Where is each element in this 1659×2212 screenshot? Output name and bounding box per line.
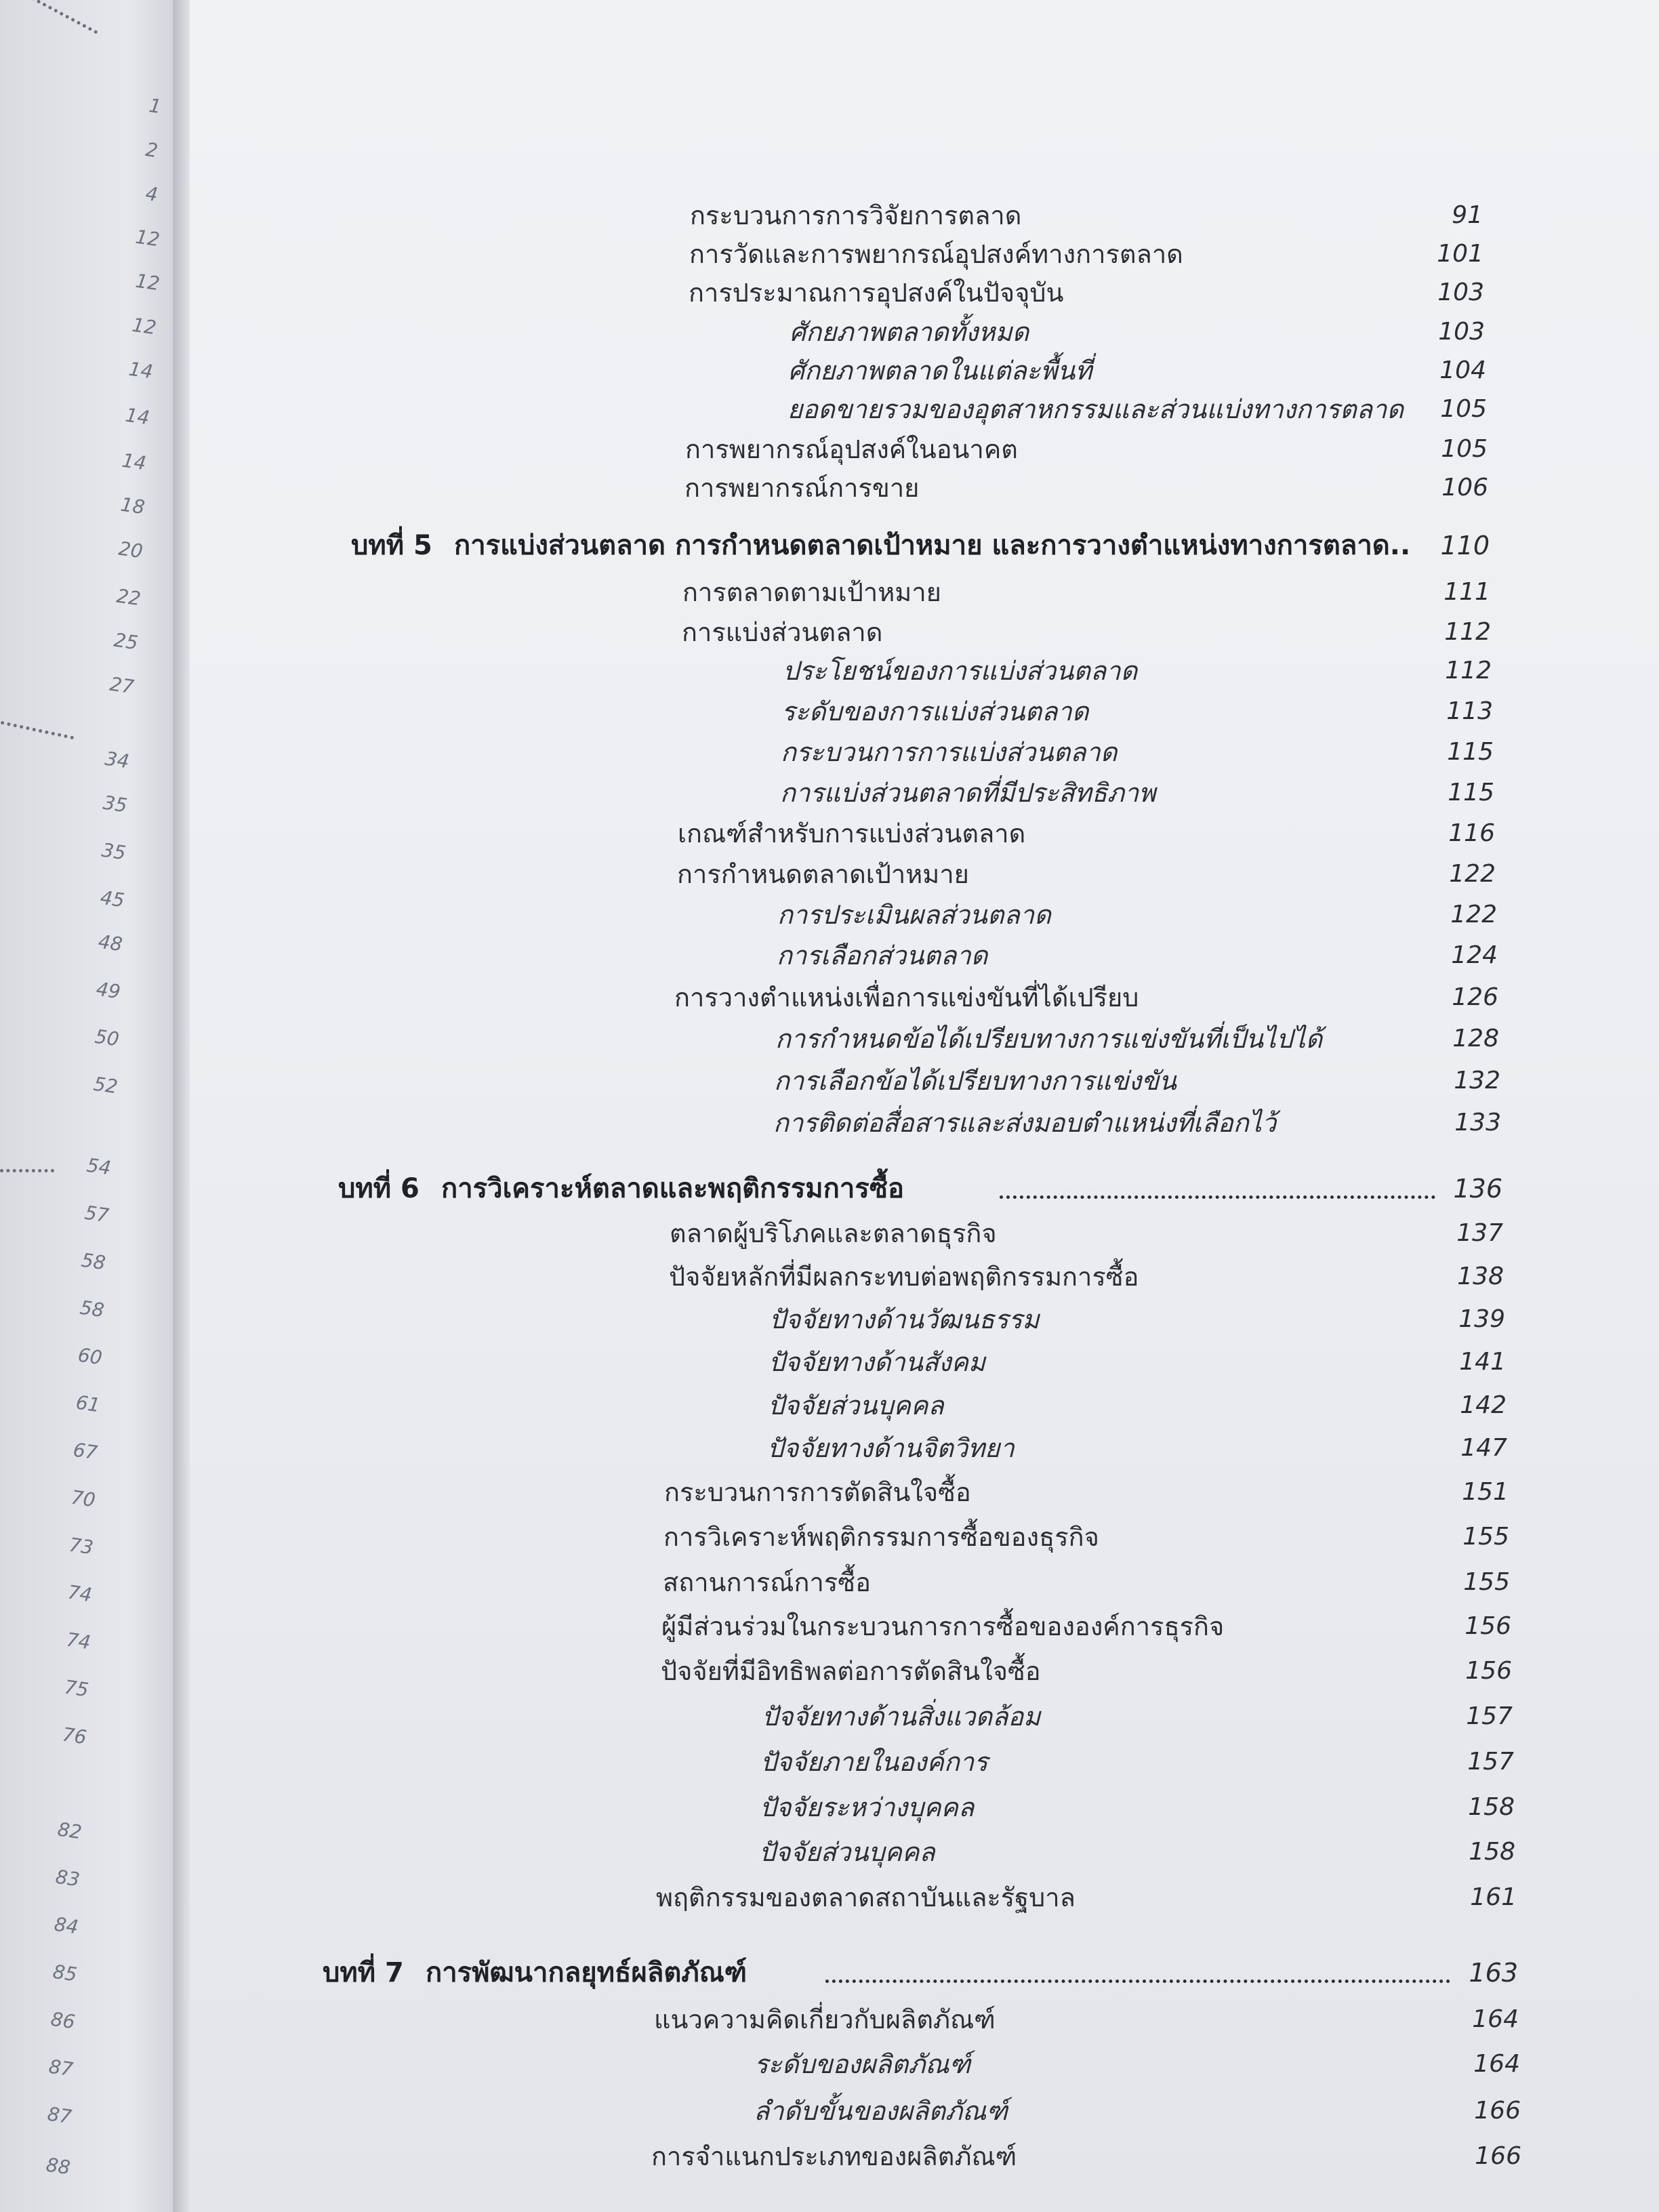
page-number: 112 [1444,618,1491,646]
toc-entry-row [0,1299,1659,1340]
page-number: 115 [1448,779,1494,806]
toc-entry-row [0,773,1659,813]
toc-entry-row [0,732,1659,773]
toc-entry-row [0,2136,1659,2177]
page-number: 156 [1465,1657,1512,1685]
entry-title: ผู้มีส่วนร่วมในกระบวนการการซื้อขององค์การธุรกิจ [661,1612,1225,1641]
dot-leader [825,1980,1450,1983]
page-number: 101 [1437,240,1483,268]
page-number: 136 [1453,1174,1502,1204]
page-number: 126 [1452,983,1498,1011]
toc-entry-row [0,1342,1659,1382]
page-number: 138 [1457,1263,1504,1290]
left-page-number: 75 [62,1675,90,1702]
left-page-number: 14 [127,357,155,384]
page-number: 161 [1470,1883,1517,1911]
toc-entry-row [0,691,1659,732]
toc-chapter-row [0,1168,1659,1209]
toc-entry-row [0,389,1659,430]
toc-chapter-row [0,1952,1659,1993]
left-page-number: 4 [144,182,160,207]
left-page-number: 54 [85,1153,112,1180]
entry-title: ปัจจัยส่วนบุคคล [768,1391,944,1420]
toc-entry-row [0,813,1659,854]
left-page-number: 58 [78,1296,106,1322]
left-page-number: 35 [101,791,129,817]
left-page-number: 76 [60,1723,88,1749]
entry-title: ระดับของผลิตภัณฑ์ [754,2049,971,2079]
toc-chapter-row [0,525,1659,566]
page-number: 156 [1465,1612,1511,1640]
left-page-number: 48 [96,930,124,956]
entry-title: การวัดและการพยากรณ์อุปสงค์ทางการตลาด [689,239,1183,269]
toc-entry-row [0,1999,1659,2040]
toc-entry-row [0,1213,1659,1254]
toc-entry-row [0,1651,1659,1692]
toc-entry-row [0,350,1659,391]
entry-title: การประมาณการอุปสงค์ในปัจจุบัน [689,278,1064,308]
toc-entry-row [0,1562,1659,1603]
left-page-number: 70 [69,1486,97,1512]
left-page-number: 87 [45,2102,73,2129]
toc-entry-row [0,1787,1659,1828]
page-number: 103 [1438,318,1485,346]
entry-title: การวิเคราะห์พฤติกรรมการซื้อของธุรกิจ [663,1522,1099,1552]
toc-entry-row [0,1742,1659,1782]
toc-entry-row [0,1877,1659,1918]
left-page-number: 2 [144,138,160,163]
toc-entry-row [0,1428,1659,1469]
page-number: 91 [1452,201,1483,229]
entry-title: ปัจจัยทางด้านสังคม [769,1347,986,1377]
page-number: 163 [1469,1958,1518,1988]
toc-entry-row [0,1696,1659,1737]
page-number: 164 [1472,2005,1519,2033]
toc-entry-row [0,2091,1659,2131]
toc-entry-row [0,977,1659,1018]
left-page-number: 84 [52,1912,80,1939]
left-page-number: 12 [134,269,161,295]
left-page-number: 83 [54,1865,81,1891]
entry-title: ปัจจัยทางด้านจิตวิทยา [767,1433,1015,1463]
page-number: 133 [1454,1109,1501,1136]
chapter-number: บทที่ 6 [338,1173,419,1204]
page-number: 142 [1460,1391,1507,1419]
entry-title: กระบวนการการตัดสินใจซื้อ [664,1477,971,1507]
chapter-title: การวิเคราะห์ตลาดและพฤติกรรมการซื้อ [441,1173,905,1204]
entry-title: การแบ่งส่วนตลาดที่มีประสิทธิภาพ [780,778,1156,808]
left-page-number: 1 [147,94,163,119]
page-number: 110 [1440,531,1490,560]
entry-title: กระบวนการการวิจัยการตลาด [690,201,1022,230]
left-page-number: 50 [93,1025,121,1051]
left-page-number: 88 [44,2153,72,2179]
left-page-number: 74 [64,1628,92,1654]
page-number: 106 [1441,474,1488,501]
entry-title: ปัจจัยทางด้านวัฒนธรรม [769,1305,1040,1334]
chapter-title: การพัฒนากลยุทธ์ผลิตภัณฑ์ [426,1957,747,1988]
page-number: 122 [1449,860,1496,888]
left-page-number: 58 [79,1248,107,1275]
entry-title: ปัจจัยหลักที่มีผลกระทบต่อพฤติกรรมการซื้อ [669,1262,1139,1292]
entry-title: การกำหนดตลาดเป้าหมาย [677,859,969,889]
entry-title: การกำหนดข้อได้เปรียบทางการแข่งขันที่เป็นไปได้ [775,1024,1323,1054]
left-page-number: 12 [134,225,161,251]
toc-entry-row [0,854,1659,895]
toc-entry-row [0,195,1659,236]
page-number: 113 [1446,697,1493,725]
entry-title: ปัจจัยที่มีอิทธิพลต่อการตัดสินใจซื้อ [661,1656,1041,1686]
left-page-number: 20 [117,537,144,563]
entry-title: การจำแนกประเภทของผลิตภัณฑ์ [651,2142,1017,2171]
toc-entry-row [0,1472,1659,1513]
left-page-number: 82 [56,1818,83,1844]
toc-entry-row [0,1019,1659,1059]
page-number: 104 [1439,356,1486,384]
entry-title: ปัจจัยส่วนบุคคล [759,1837,935,1867]
toc-entry-row [0,1103,1659,1143]
entry-title: ศักยภาพตลาดทั้งหมด [790,317,1029,347]
entry-title: ปัจจัยทางด้านสิ่งแวดล้อม [762,1702,1041,1732]
entry-title: การพยากรณ์อุปสงค์ในอนาคต [685,434,1018,464]
toc-entry-row [0,429,1659,470]
entry-title: ตลาดผู้บริโภคและตลาดธุรกิจ [670,1218,997,1248]
page-number: 141 [1459,1348,1506,1376]
entry-title: การเลือกข้อได้เปรียบทางการแข่งขัน [774,1066,1177,1096]
entry-title: การพยากรณ์การขาย [684,473,920,503]
toc-entry-row [0,1061,1659,1101]
left-page-number: 14 [120,449,148,475]
page-number: 137 [1456,1219,1503,1247]
left-page-number: 45 [98,886,126,912]
chapter-number: บทที่ 5 [351,530,432,561]
entry-title: ยอดขายรวมของอุตสาหกรรมและส่วนแบ่งทางการตลาด [787,394,1404,424]
page-number: 103 [1437,279,1484,306]
toc-entry-row [0,1385,1659,1426]
toc-entry-row [0,651,1659,691]
entry-title: เกณฑ์สำหรับการแบ่งส่วนตลาด [678,819,1026,848]
page-number: 115 [1447,738,1494,766]
toc-entry-row [0,2044,1659,2085]
left-page-number: 14 [123,403,151,430]
left-page-number: 87 [47,2055,75,2081]
left-page-number: 60 [76,1343,104,1370]
left-page-number: 57 [83,1201,110,1227]
entry-title: พฤติกรรมของตลาดสถาบันและรัฐบาล [656,1883,1076,1912]
left-page-number: 85 [51,1960,79,1986]
toc-entry-row [0,468,1659,508]
entry-title: ศักยภาพตลาดในแต่ละพื้นที่ [788,356,1092,386]
left-page-number: 27 [108,672,136,699]
page-number: 105 [1440,395,1487,423]
entry-title: การวางตำแหน่งเพื่อการแข่งขันที่ได้เปรียบ [674,983,1139,1012]
left-page-number: 73 [67,1533,95,1559]
entry-title: การประเมินผลส่วนตลาด [777,900,1051,930]
left-page-number: 86 [49,2007,77,2034]
toc-entry-row [0,612,1659,653]
page-number: 122 [1450,901,1497,928]
entry-title: การติดต่อสื่อสารและส่งมอบตำแหน่งที่เลือกไว้ [773,1108,1277,1138]
page-number: 158 [1469,1838,1515,1866]
page-number: 111 [1443,578,1490,606]
entry-title: ปัจจัยระหว่างบุคคล [760,1793,975,1822]
page-number: 147 [1460,1434,1507,1462]
entry-title: ประโยชน์ของการแบ่งส่วนตลาด [783,656,1138,686]
toc-entry-row [0,1832,1659,1872]
left-page-number: 18 [119,493,146,519]
page-number: 128 [1452,1025,1499,1052]
page-number: 139 [1458,1305,1505,1333]
entry-title: สถานการณ์การซื้อ [663,1568,871,1597]
page-number: 158 [1468,1793,1515,1821]
left-page-number: 25 [112,628,140,655]
toc-entry-row [0,1606,1659,1647]
page-number: 116 [1448,819,1495,847]
toc-entry-row [0,1256,1659,1297]
entry-title: การเลือกส่วนตลาด [777,941,988,970]
page-number: 132 [1454,1067,1500,1094]
entry-title: ระดับของการแบ่งส่วนตลาด [781,697,1089,726]
page-number: 105 [1441,435,1488,463]
page-number: 164 [1473,2050,1520,2078]
entry-title: ลำดับขั้นของผลิตภัณฑ์ [754,2096,1008,2126]
dot-leader [1000,1195,1435,1199]
chapter-number: บทที่ 7 [323,1957,404,1988]
page-number: 151 [1462,1478,1509,1506]
page-number: 112 [1445,657,1492,684]
toc-entry-row [0,1517,1659,1557]
page-number: 157 [1467,1748,1514,1776]
toc-entry-row [0,935,1659,976]
chapter-title: การแบ่งส่วนตลาด การกำหนดตลาดเป้าหมาย และการวางตำแหน่งทางการตลาด.. [454,530,1411,561]
page-number: 124 [1451,941,1498,969]
left-page-number: 67 [71,1438,99,1465]
left-page-number: 22 [115,584,142,611]
entry-title: การตลาดตามเป้าหมาย [682,577,941,607]
left-page-number: 49 [94,977,122,1004]
entry-title: การแบ่งส่วนตลาด [682,617,883,647]
entry-title: แนวความคิดเกี่ยวกับผลิตภัณฑ์ [654,2005,996,2034]
left-page-number: 12 [130,313,158,340]
toc-entry-row [0,572,1659,613]
toc-entry-row [0,312,1659,352]
left-page-number: 52 [91,1072,119,1099]
toc-entry-row [0,895,1659,935]
left-page-number: 35 [100,838,127,865]
page-number: 155 [1462,1523,1509,1551]
toc-entry-row [0,234,1659,274]
page-number: 157 [1466,1702,1513,1730]
left-page-number: 61 [74,1391,102,1417]
left-page-number: 34 [103,747,131,773]
page-number: 166 [1475,2142,1521,2170]
entry-title: กระบวนการการแบ่งส่วนตลาด [781,737,1118,767]
toc-entry-row [0,269,1659,313]
page-number: 166 [1474,2097,1521,2125]
left-page-number: 74 [66,1580,94,1607]
entry-title: ปัจจัยภายในองค์การ [760,1747,988,1777]
page-number: 155 [1463,1568,1510,1596]
